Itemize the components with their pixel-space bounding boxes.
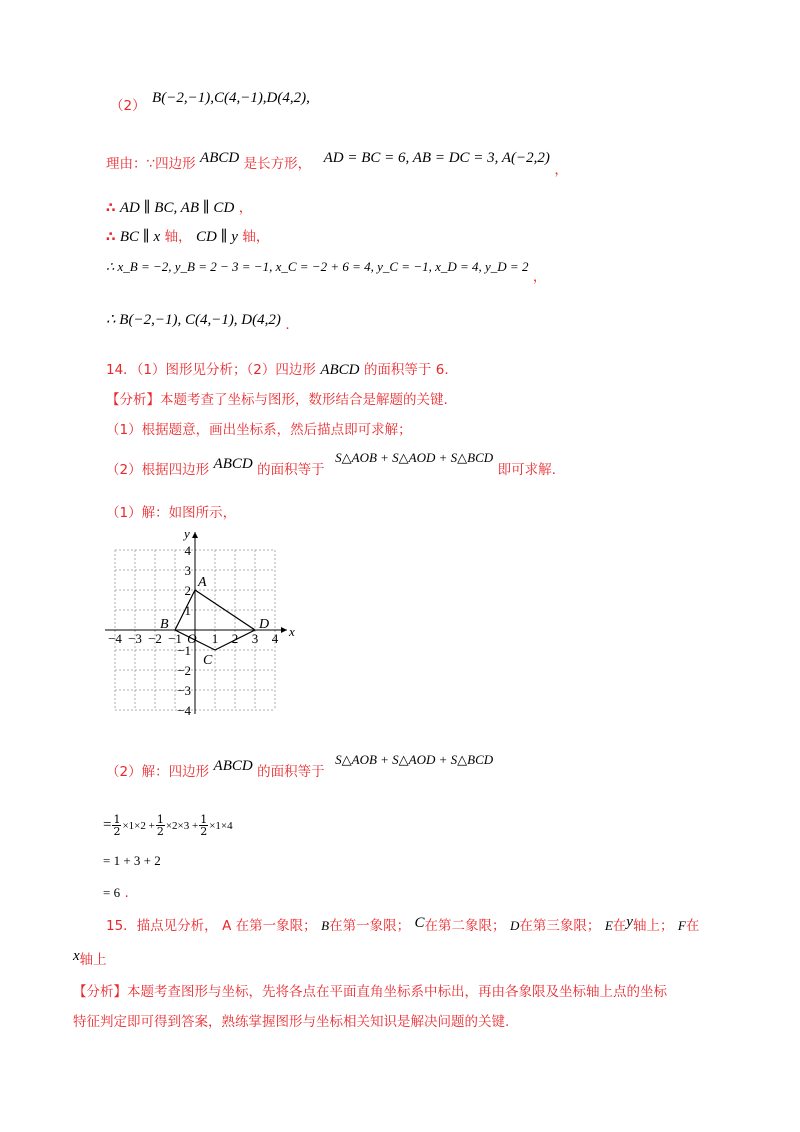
area-expression: S△AOB + S△AOD + S△BCD: [335, 450, 494, 465]
x-tick-label: −4: [108, 631, 122, 646]
x-tick-label: 1: [211, 631, 219, 646]
analysis-text: 本题考查图形与坐标，先将各点在平面直角坐标系中标出，再由各象限及坐标轴上点的坐标: [127, 984, 667, 1000]
analysis-text-2: 特征判定即可得到答案，熟练掌握图形与坐标相关知识是解决问题的关键.: [73, 1014, 510, 1030]
calc-term: ×1×2 +: [122, 820, 155, 832]
reason-formula: AD = BC = 6, AB = DC = 3, A(−2,2): [323, 150, 550, 166]
q15-title-line-2: [73, 948, 107, 969]
frac-den: 2: [200, 824, 208, 838]
q15-f-sym: F: [677, 918, 686, 933]
step1-formula: AD ∥ BC, AB ∥ CD: [119, 200, 235, 216]
therefore-symbol: ∴: [106, 229, 116, 245]
y-tick-label: −1: [177, 643, 191, 658]
q14-title-end: 的面积等于 6.: [363, 362, 449, 378]
q15-title: 15．描点见分析，: [106, 918, 218, 934]
step2-c: CD ∥ y: [196, 229, 238, 245]
step4-end: .: [285, 317, 290, 333]
sol1-text: （1）解：如图所示，: [106, 505, 237, 521]
y-tick-label: 3: [184, 563, 191, 578]
q15-e-mid: 在: [612, 918, 627, 934]
y-tick-label: −3: [177, 683, 191, 698]
q15-e-sym: E: [604, 918, 613, 933]
q15-d-sym: D: [510, 918, 520, 933]
q14-title-shape: ABCD: [320, 362, 360, 378]
q15-e-axis: y: [626, 914, 633, 930]
q15-c-sym: C: [414, 915, 425, 931]
half-fraction: [112, 814, 121, 837]
sol2-mid: 的面积等于: [257, 764, 325, 780]
frac-num: 1: [113, 812, 121, 826]
sol2-shape: ABCD: [213, 758, 253, 774]
y-tick-label: 4: [184, 543, 191, 558]
analysis-tag: 【分析】: [73, 984, 127, 1000]
frac-num: 1: [200, 812, 208, 826]
q15-title-line: [106, 914, 700, 935]
x-tick-label: 4: [271, 631, 279, 646]
calc-line-1: [103, 810, 233, 841]
y-axis-arrow: [192, 532, 198, 538]
step2-d: 轴，: [242, 229, 270, 245]
y-tick-label: 1: [184, 603, 191, 618]
q13-part2-label: （2）: [110, 98, 146, 114]
step3-end: ，: [532, 269, 547, 285]
point-label-a: A: [198, 575, 207, 590]
step1-end: ，: [238, 200, 253, 216]
reason-mid: 是长方形，: [243, 156, 312, 172]
frac-num: 1: [156, 812, 164, 826]
sol2-prefix: （2）解：四边形: [106, 764, 210, 780]
x-tick-label: −1: [168, 631, 182, 646]
point-label-b: B: [160, 617, 169, 632]
q15-f-tail: 轴上: [79, 952, 107, 968]
q14-title: 14．（1）图形见分析；（2）四边形: [106, 362, 316, 378]
hint2-mid: 的面积等于: [257, 462, 325, 478]
half-fraction: [199, 814, 208, 837]
q15-f-end: 在: [685, 918, 700, 934]
x-tick-label: −2: [148, 631, 162, 646]
analysis-tag: 【分析】: [106, 392, 160, 408]
q13-reason-line: [106, 150, 568, 178]
x-tick-label: 3: [251, 631, 259, 646]
q15-analysis-2: [73, 1013, 509, 1031]
q15-f-axis: x: [73, 948, 80, 964]
q13-step2: [106, 228, 269, 246]
x-tick-label: 2: [231, 631, 239, 646]
calc2: = 1 + 3 + 2: [103, 853, 161, 868]
step4-formula: ∴ B(−2,−1), C(4,−1), D(4,2): [106, 312, 281, 328]
q15-b-sym: B: [321, 918, 330, 933]
coordinate-graph: [100, 528, 310, 718]
q13-answer-line: [110, 90, 310, 115]
q14-sol2: [106, 752, 494, 781]
q14-analysis: [106, 391, 448, 409]
y-tick-label: −2: [177, 663, 191, 678]
reason-shape: ABCD: [200, 150, 240, 166]
reason-prefix: 理由：∵四边形: [106, 156, 196, 172]
sol2-area-expression: S△AOB + S△AOD + S△BCD: [335, 752, 494, 767]
therefore-symbol: ∴: [106, 200, 116, 216]
step2-a: BC ∥ x: [119, 229, 161, 245]
equals-sign: =: [103, 817, 112, 833]
half-fraction: [156, 814, 165, 837]
point-label-d: D: [259, 617, 270, 632]
calc-term: ×2×3 +: [165, 820, 199, 832]
q13-step3: [106, 258, 547, 285]
analysis-text: 本题考查了坐标与图形，数形结合是解题的关键.: [160, 392, 448, 408]
frac-den: 2: [113, 824, 121, 838]
q13-step1: [106, 199, 252, 217]
q14-sol1: [106, 504, 236, 522]
x-axis-label: x: [289, 624, 295, 639]
frac-den: 2: [156, 824, 164, 838]
calc-line-3: [103, 884, 129, 902]
q15-c: 在第二象限；: [424, 918, 506, 934]
hint2-shape: ABCD: [213, 456, 253, 472]
step2-b: 轴，: [164, 229, 192, 245]
q15-e-end: 轴上；: [632, 918, 674, 934]
y-axis-label: y: [184, 528, 190, 541]
x-axis-arrow: [281, 627, 287, 633]
q14-hint2: [106, 450, 556, 479]
q13-answer: B(−2,−1),C(4,−1),D(4,2),: [152, 90, 310, 106]
calc3: = 6: [103, 885, 121, 900]
calc-line-2: [103, 852, 161, 870]
x-tick-label: −3: [128, 631, 142, 646]
calc3-end: .: [124, 885, 129, 901]
q15-b: 在第一象限；: [329, 918, 411, 934]
x-tick-label: O: [187, 631, 197, 646]
q15-a: A 在第一象限；: [222, 918, 317, 934]
reason-end: ，: [554, 162, 568, 178]
q14-title-line: [106, 361, 449, 379]
hint2-end: 即可求解.: [497, 462, 556, 478]
hint2-prefix: （2）根据四边形: [106, 462, 210, 478]
y-tick-label: 2: [184, 583, 191, 598]
calc-term: ×1×4: [209, 820, 233, 832]
step3-formula: ∴ x_B = −2, y_B = 2 − 3 = −1, x_C = −2 + 6 = 4, y_C = −1, x_D = 4, y_D = 2: [106, 259, 529, 274]
point-label-c: C: [203, 653, 213, 668]
q13-step4: [106, 311, 290, 333]
q15-d: 在第三象限；: [519, 918, 601, 934]
y-tick-label: −4: [177, 703, 191, 718]
q14-hint1: [106, 421, 412, 439]
q15-analysis-1: [73, 983, 667, 1001]
hint1-text: （1）根据题意，画出坐标系，然后描点即可求解；: [106, 422, 412, 438]
